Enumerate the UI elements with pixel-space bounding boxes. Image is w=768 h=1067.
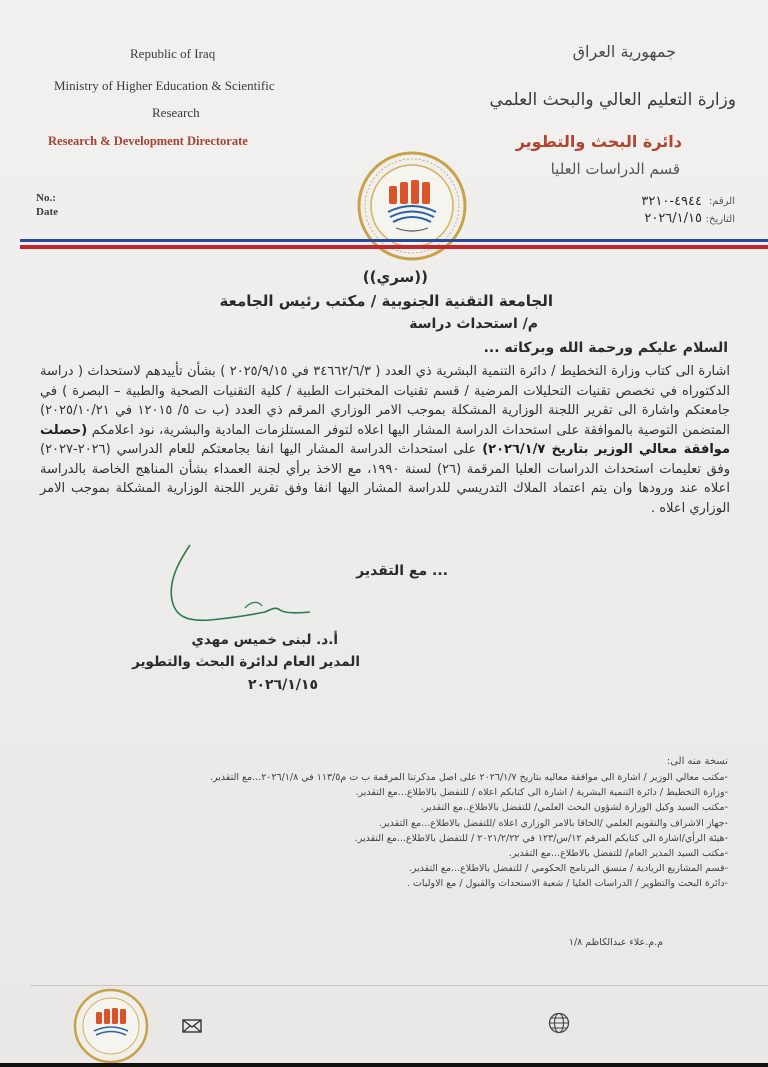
list-item: -دائرة البحث والتطوير / الدراسات العليا / شعبة الاستحداث والقبول / مع الاوليات . bbox=[406, 878, 728, 890]
footer-divider bbox=[30, 985, 768, 986]
list-item: -قسم المشاريع الريادية / منسق البرنامج الحكومي / للتفضل بالاطلاع...مع التقدير. bbox=[408, 863, 728, 875]
header-date-label: Date bbox=[36, 206, 58, 218]
header-country-en: Republic of Iraq bbox=[130, 46, 216, 61]
header-directorate-ar: دائرة البحث والتطوير bbox=[515, 132, 682, 151]
date-label: التاريخ: bbox=[705, 214, 735, 225]
list-item: -مكتب السيد المدير العام/ للتفضل بالاطلاع...مع التقدير. bbox=[508, 848, 728, 860]
header-no-label: No.: bbox=[36, 192, 56, 204]
closing: ... مع التقدير bbox=[356, 563, 448, 579]
header-research-en: Research bbox=[152, 105, 200, 120]
list-item: -جهاز الاشراف والتقويم العلمي /الحاقا بالامر الوزاري اعلاه /للتفضل بالاطلاع...مع التقدير. bbox=[378, 817, 728, 829]
header-ministry-ar: وزارة التعليم العالي والبحث العلمي bbox=[489, 90, 736, 110]
copies-list bbox=[28, 770, 728, 892]
body-part-1: اشارة الى كتاب وزارة التخطيط / دائرة التنمية البشرية ذي العدد ( ٣٤٦٦٢/٦/٣ في ٢٠٢٥/٩/١٥ ) بشأن تأييدهم لاستحداث ( دراسة الدكتوراه في تخصص تقنيات التحليلات المرضية / قسم تقنيات المختبرات الطبية / كلية التقنيات الصحية والطبية – البصرة ) في جامعتكم واشارة الى تقرير اللجنة الوزارية المشكلة بموجب الامر الوزاري المرقم ذي العدد (ب ت ٥/ ١٢٠١٥ في ٢٠٢٥/١٠/٢١) المتضمن التوصية بالموافقة على استحداث الدراسة المشار اليها اعلاه لتوفر المستلزمات المادية والبشرية، نود اعلامكم bbox=[40, 364, 730, 438]
mail-icon bbox=[182, 1019, 202, 1033]
globe-icon bbox=[548, 1012, 570, 1034]
header-section-ar: قسم الدراسات العليا bbox=[550, 160, 680, 178]
letter-body bbox=[40, 362, 730, 518]
header-ministry-en: Ministry of Higher Education & Scientific bbox=[54, 78, 275, 93]
header-country-ar: جمهورية العراق bbox=[572, 42, 676, 61]
bottom-edge bbox=[0, 1063, 768, 1067]
header-divider-red bbox=[20, 245, 768, 249]
signer-date: ٢٠٢٦/١/١٥ bbox=[247, 677, 318, 693]
letter-date: ٢٠٢٦/١/١٥ bbox=[644, 211, 702, 226]
ref-number: ٤٩٤٤-٣٢١٠ bbox=[641, 194, 702, 209]
list-item: -وزارة التخطيط / دائرة التنمية البشرية / اشارة الى كتابكم اعلاه / للتفضل بالاطلاع...مع التقدير. bbox=[355, 787, 728, 799]
list-item: -مكتب معالي الوزير / اشارة الى موافقة معاليه بتاريخ ٢٠٢٦/١/٧ على اصل مذكرتنا المرقمة ب ت م١١٣/٥ في ٢٠٢٦/١/٨...مع التقدير. bbox=[209, 772, 728, 783]
greeting: السلام عليكم ورحمة الله وبركاته ... bbox=[483, 340, 728, 356]
clerk-initials: م.م.علاء عبدالكاظم ١/٨ bbox=[568, 937, 663, 948]
header-directorate-en: Research & Development Directorate bbox=[48, 134, 248, 148]
ministry-seal-small-icon bbox=[72, 987, 150, 1065]
recipient: الجامعة التقنية الجنوبية / مكتب رئيس الجامعة bbox=[219, 292, 553, 310]
signer-name: أ.د. لبنى خميس مهدي bbox=[191, 632, 338, 648]
handwritten-signature bbox=[150, 540, 330, 640]
body-highlight: (حصلت موافقة معالي الوزير بتاريخ ٢٠٢٦/١/٧) bbox=[40, 422, 731, 457]
body-part-2: على استحداث الدراسة المشار اليها انفا بجامعتكم للعام الدراسي (٢٠٢٦-٢٠٢٧) وفق تعليمات استحداث الدراسات العليا المرقمة (٢٦) لسنة ١٩٩٠، مع الاخذ برأي لجنة العمداء بشأن المناهج الخاصة بالدراسة اعلاه عند ورودها وان يتم اعتماد الملاك التدريسي للدراسة المشار اليها انفا وفق تقرير اللجنة الوزارية المشكلة بموجب الامر الوزاري اعلاه . bbox=[40, 442, 730, 516]
list-item: -مكتب السيد وكيل الوزارة لشؤون البحث العلمي/ للتفضل بالاطلاع..مع التقدير. bbox=[420, 802, 728, 814]
classification: ((سري)) bbox=[362, 268, 428, 286]
copies-heading: نسخة منه الى: bbox=[666, 756, 728, 767]
ref-label: الرقم: bbox=[708, 196, 735, 207]
subject: م/ استحداث دراسة bbox=[409, 316, 538, 332]
header-divider-blue bbox=[20, 239, 768, 242]
list-item: -هيئة الرأي/اشارة الى كتابكم المرقم ١٢/س/١٢٣ في ٢٠٢١/٢/٢٢ / للتفضل بالاطلاع...مع التقدير. bbox=[354, 832, 728, 844]
signer-title: المدير العام لدائرة البحث والتطوير bbox=[132, 654, 360, 670]
